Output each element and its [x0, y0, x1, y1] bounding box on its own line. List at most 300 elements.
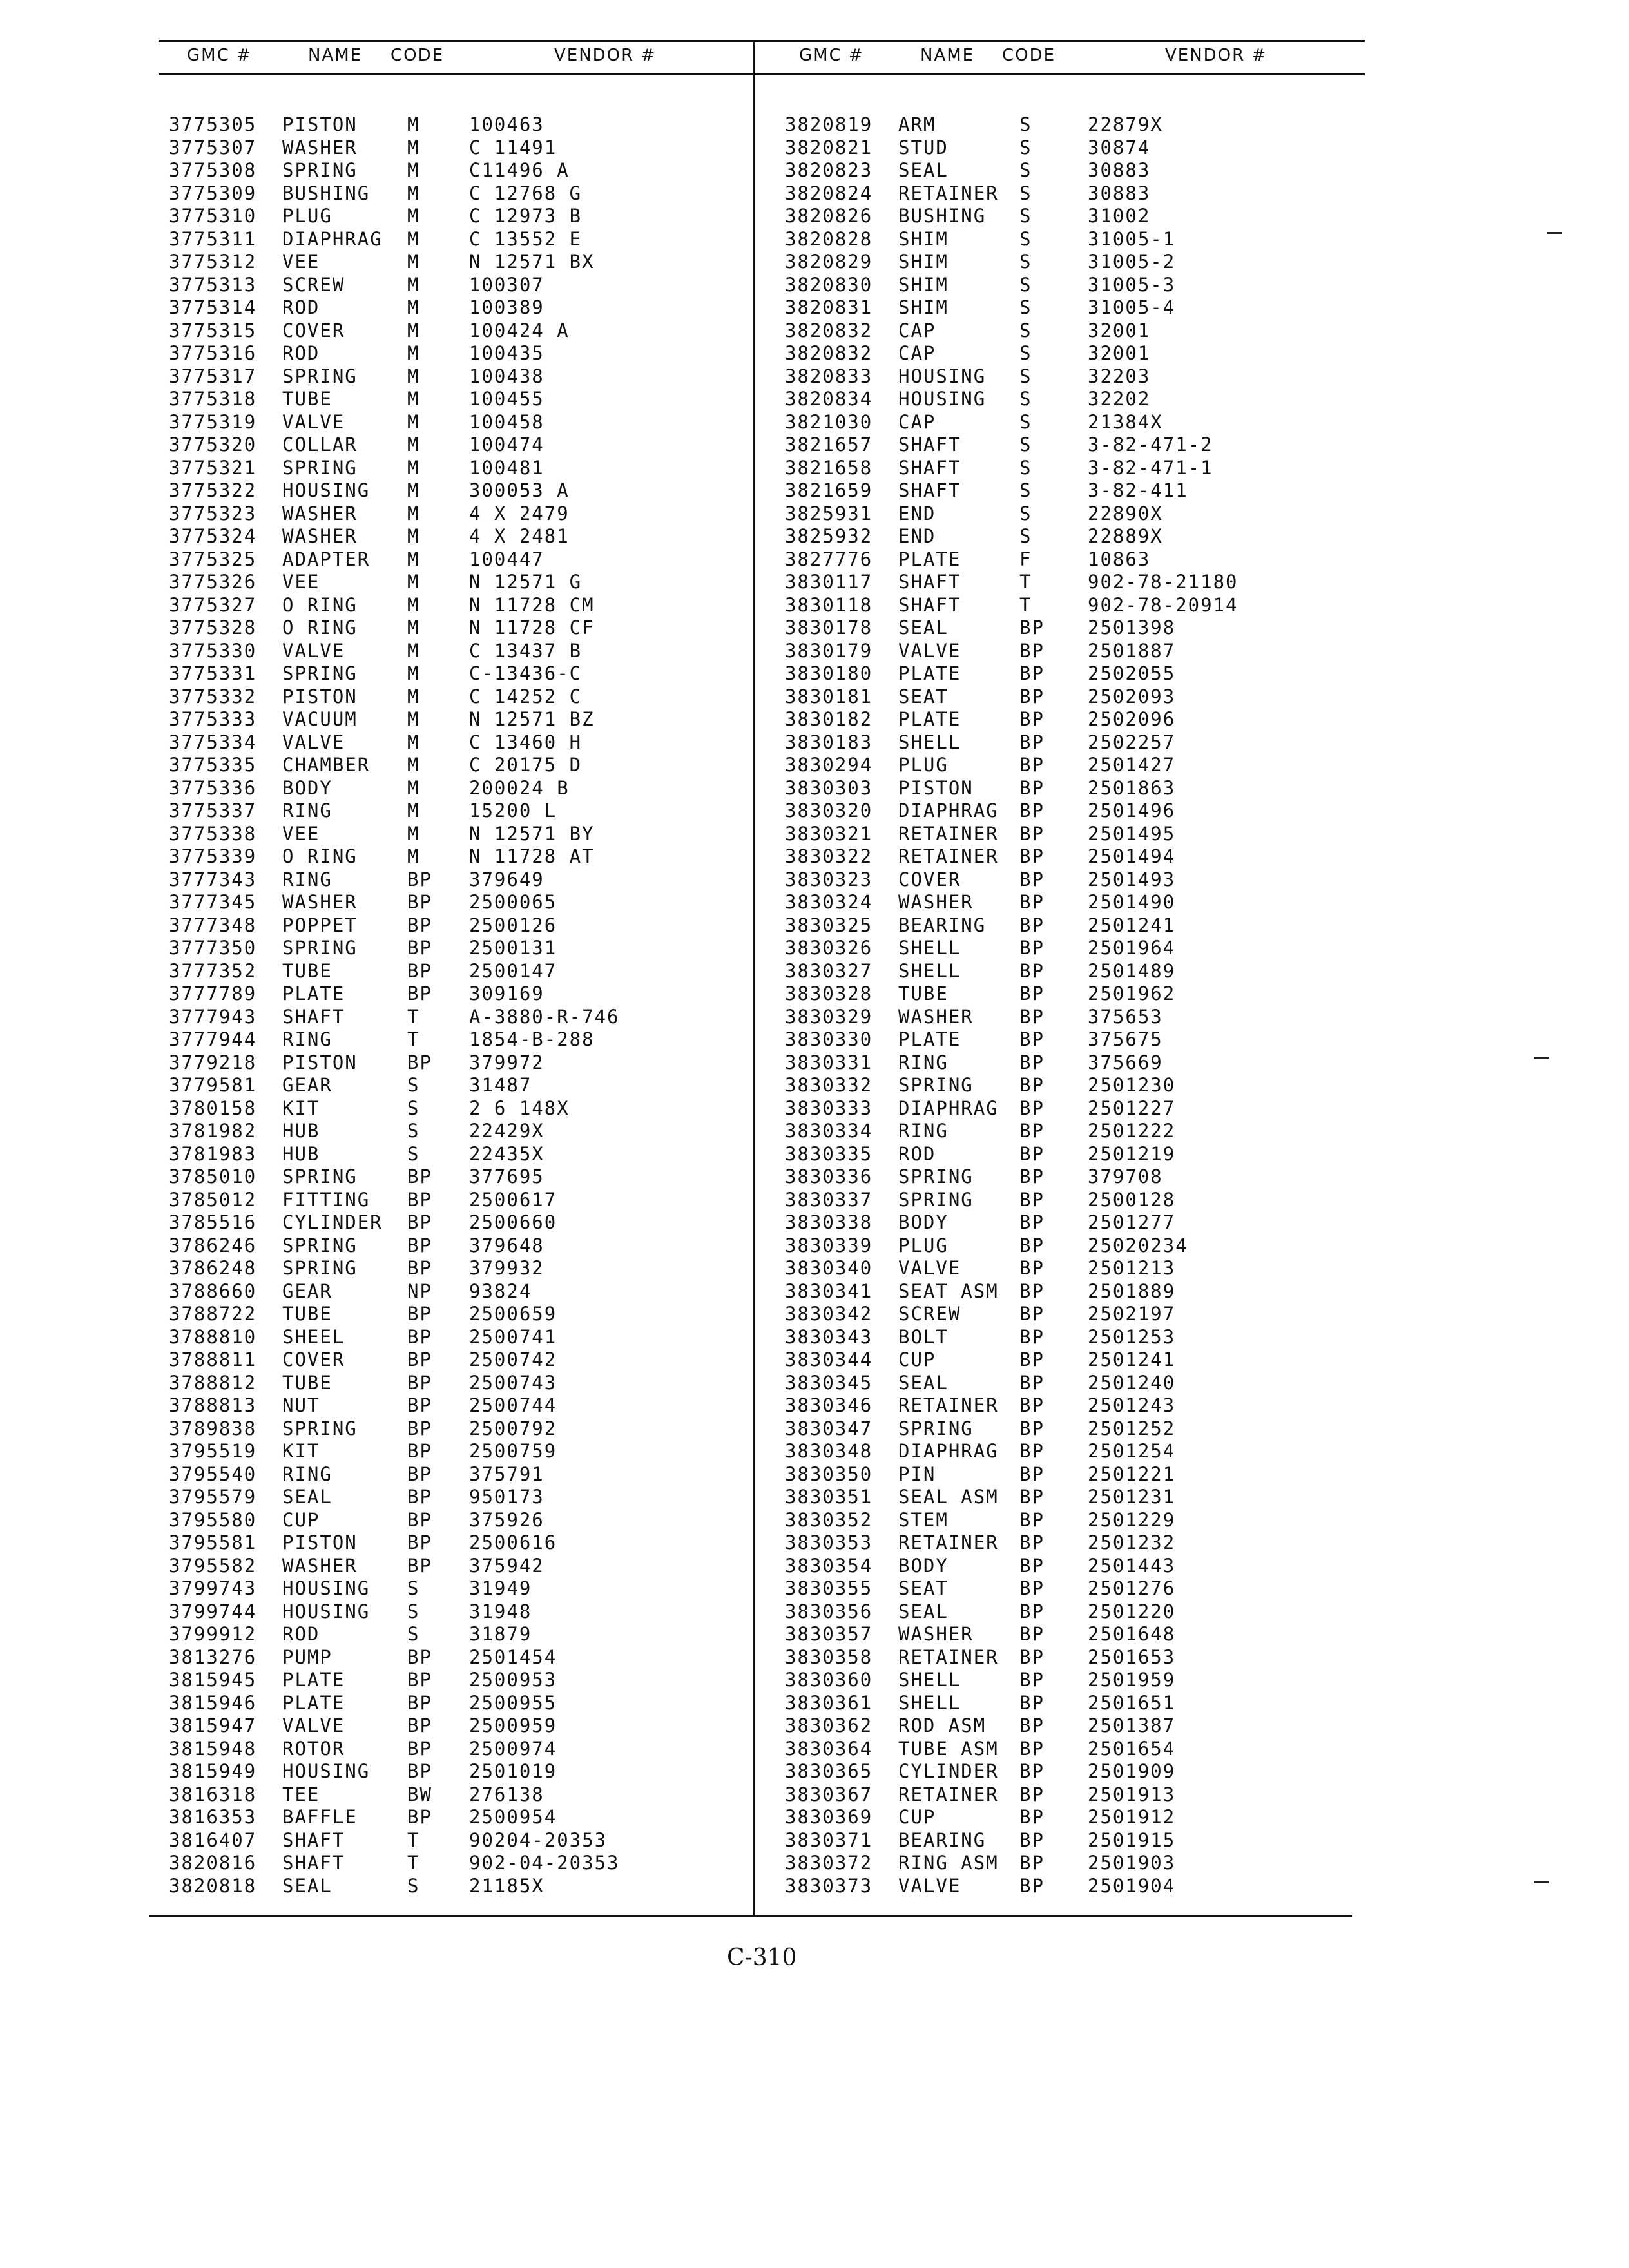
table-row: [785, 411, 1365, 434]
table-row: [785, 662, 1365, 686]
table-row: [785, 1028, 1365, 1052]
vendor-code: S: [1019, 319, 1032, 341]
gmc-number: 3830352: [785, 1508, 873, 1531]
vendor-code: BP: [1019, 1051, 1045, 1073]
table-row: [169, 1669, 749, 1692]
table-row: [169, 342, 749, 365]
vendor-number: 100438: [469, 365, 545, 387]
table-row: [785, 1166, 1365, 1189]
vendor-code: M: [407, 456, 420, 479]
vendor-code: S: [1019, 479, 1032, 501]
part-name: TUBE: [282, 388, 333, 410]
gmc-number: 3830178: [785, 617, 873, 639]
vendor-number: 2500659: [469, 1303, 557, 1325]
table-row: [169, 754, 749, 777]
vendor-code: BP: [1019, 1806, 1045, 1828]
vendor-number: 2502257: [1088, 731, 1176, 753]
vendor-number: 2501909: [1088, 1760, 1176, 1782]
vendor-code: S: [407, 1120, 420, 1142]
gmc-number: 3775334: [169, 731, 257, 753]
header-code-right: CODE: [1002, 46, 1056, 65]
part-name: ROD ASM: [898, 1715, 987, 1736]
vendor-number: 375669: [1088, 1051, 1163, 1073]
vendor-code: BP: [1019, 1349, 1045, 1370]
vendor-code: BP: [1019, 1463, 1045, 1485]
gmc-number: 3830329: [785, 1005, 873, 1028]
vendor-number: 31948: [469, 1600, 532, 1622]
part-name: CAP: [898, 410, 936, 433]
vendor-number: 2501489: [1088, 959, 1176, 982]
vendor-number: 2500959: [469, 1715, 557, 1736]
table-row: [169, 937, 749, 960]
part-name: SHEEL: [282, 1325, 345, 1348]
vendor-code: BP: [407, 1806, 432, 1828]
part-name: HOUSING: [898, 388, 987, 410]
vendor-code: BP: [407, 1508, 432, 1531]
vendor-number: N 11728 CF: [469, 617, 595, 639]
part-name: SPRING: [282, 937, 358, 959]
vendor-number: 2501221: [1088, 1463, 1176, 1485]
part-name: VALVE: [898, 1874, 961, 1897]
part-name: DIAPHRAG: [898, 1097, 999, 1119]
table-row: [785, 1006, 1365, 1029]
gmc-number: 3830326: [785, 937, 873, 959]
table-row: [785, 548, 1365, 572]
part-name: POPPET: [282, 914, 358, 936]
table-row: [785, 457, 1365, 480]
table-row: [785, 1372, 1365, 1395]
part-name: SPRING: [282, 1166, 358, 1187]
vendor-number: 2502055: [1088, 662, 1176, 684]
table-row: [785, 1257, 1365, 1280]
part-name: RETAINER: [898, 845, 999, 867]
vendor-code: BP: [1019, 685, 1045, 707]
vendor-number: 2500974: [469, 1737, 557, 1760]
part-name: HOUSING: [282, 1577, 371, 1599]
part-name: BUSHING: [282, 182, 371, 204]
part-name: ROD: [282, 296, 320, 318]
part-name: PLATE: [898, 662, 961, 684]
vendor-code: M: [407, 182, 420, 204]
part-name: COVER: [898, 868, 961, 890]
gmc-number: 3775307: [169, 136, 257, 159]
gmc-number: 3830347: [785, 1417, 873, 1439]
part-name: BEARING: [898, 1829, 987, 1851]
vendor-code: BP: [1019, 1874, 1045, 1897]
table-row: [169, 274, 749, 297]
table-row: [785, 159, 1365, 182]
vendor-number: N 12571 G: [469, 571, 583, 593]
table-row: [169, 1028, 749, 1052]
gmc-number: 3821657: [785, 434, 873, 456]
gmc-number: 3795519: [169, 1440, 257, 1462]
vendor-number: 2501230: [1088, 1074, 1176, 1096]
vendor-code: M: [407, 113, 420, 135]
vendor-code: T: [407, 1852, 420, 1874]
gmc-number: 3775309: [169, 182, 257, 204]
vendor-code: M: [407, 593, 420, 616]
vendor-number: C-13436-C: [469, 662, 583, 684]
table-row: [169, 1143, 749, 1166]
gmc-number: 3777348: [169, 914, 257, 936]
vendor-code: S: [1019, 113, 1032, 135]
table-row: [169, 1692, 749, 1715]
part-name: SPRING: [898, 1188, 974, 1211]
part-name: ADAPTER: [282, 548, 371, 570]
gmc-number: 3830118: [785, 593, 873, 616]
vendor-code: T: [407, 1829, 420, 1851]
vendor-code: BP: [1019, 1646, 1045, 1668]
gmc-number: 3830365: [785, 1760, 873, 1782]
vendor-code: F: [1019, 548, 1032, 570]
table-row: [785, 228, 1365, 251]
margin-mark: [1547, 232, 1562, 234]
gmc-number: 3775312: [169, 251, 257, 273]
vendor-number: 2501494: [1088, 845, 1176, 867]
table-row: [169, 1783, 749, 1807]
gmc-number: 3785012: [169, 1188, 257, 1211]
vendor-code: M: [407, 662, 420, 684]
table-row: [785, 640, 1365, 663]
table-row: [169, 296, 749, 320]
gmc-number: 3830342: [785, 1303, 873, 1325]
vendor-number: 2500660: [469, 1211, 557, 1233]
vendor-number: 2501962: [1088, 983, 1176, 1004]
vendor-code: BP: [1019, 1394, 1045, 1416]
vendor-number: 31879: [469, 1623, 532, 1645]
table-row: [785, 1394, 1365, 1418]
vendor-number: 2501915: [1088, 1829, 1176, 1851]
table-row: [169, 1280, 749, 1303]
gmc-number: 3830182: [785, 708, 873, 730]
vendor-code: BP: [1019, 1829, 1045, 1851]
gmc-number: 3830331: [785, 1051, 873, 1073]
part-name: SHAFT: [898, 593, 961, 616]
gmc-number: 3775308: [169, 159, 257, 181]
table-row: [785, 1074, 1365, 1097]
vendor-number: 2501276: [1088, 1577, 1176, 1599]
table-row: [785, 320, 1365, 343]
vendor-code: BP: [1019, 1142, 1045, 1165]
vendor-code: M: [407, 822, 420, 845]
vendor-code: S: [1019, 502, 1032, 524]
vendor-number: 1854-B-288: [469, 1028, 595, 1050]
left-parts-list: [169, 113, 749, 1898]
gmc-number: 3830361: [785, 1691, 873, 1714]
vendor-code: BP: [1019, 868, 1045, 890]
vendor-number: 2501443: [1088, 1554, 1176, 1577]
part-name: COVER: [282, 1349, 345, 1370]
gmc-number: 3775332: [169, 685, 257, 707]
vendor-number: 30883: [1088, 159, 1151, 181]
vendor-code: S: [1019, 251, 1032, 273]
gmc-number: 3830372: [785, 1852, 873, 1874]
margin-mark: [1534, 1057, 1549, 1059]
part-name: SPRING: [282, 1234, 358, 1256]
table-row: [169, 388, 749, 411]
gmc-number: 3830357: [785, 1623, 873, 1645]
gmc-number: 3830327: [785, 959, 873, 982]
vendor-number: 32001: [1088, 342, 1151, 364]
gmc-number: 3786248: [169, 1257, 257, 1279]
vendor-code: S: [1019, 342, 1032, 364]
part-name: RETAINER: [898, 1646, 999, 1668]
part-name: SPRING: [282, 159, 358, 181]
vendor-code: M: [407, 685, 420, 707]
vendor-code: BP: [407, 1486, 432, 1508]
table-row: [169, 777, 749, 800]
table-row: [785, 800, 1365, 823]
gmc-number: 3830362: [785, 1715, 873, 1736]
vendor-code: BP: [407, 1394, 432, 1416]
table-row: [169, 320, 749, 343]
table-row: [785, 1463, 1365, 1486]
part-name: SHELL: [898, 1669, 961, 1691]
table-row: [785, 503, 1365, 526]
part-name: RING: [282, 1028, 333, 1050]
gmc-number: 3780158: [169, 1097, 257, 1119]
table-row: [169, 1646, 749, 1669]
table-row: [785, 137, 1365, 160]
vendor-code: BP: [1019, 1028, 1045, 1050]
vendor-number: 375926: [469, 1508, 545, 1531]
gmc-number: 3775315: [169, 319, 257, 341]
part-name: RETAINER: [898, 822, 999, 845]
vendor-code: BP: [1019, 1166, 1045, 1187]
table-row: [785, 983, 1365, 1006]
header-name-right: NAME: [920, 46, 975, 65]
part-name: CUP: [898, 1349, 936, 1370]
vendor-code: S: [407, 1074, 420, 1096]
gmc-number: 3830337: [785, 1188, 873, 1211]
table-row: [785, 1120, 1365, 1143]
part-name: VACUUM: [282, 708, 358, 730]
vendor-number: 2501913: [1088, 1783, 1176, 1805]
vendor-code: BP: [1019, 1280, 1045, 1302]
part-name: SHIM: [898, 227, 949, 250]
part-name: END: [898, 525, 936, 547]
vendor-number: 3-82-411: [1088, 479, 1188, 501]
gmc-number: 3775305: [169, 113, 257, 135]
vendor-number: 2501912: [1088, 1806, 1176, 1828]
gmc-number: 3820826: [785, 205, 873, 227]
vendor-code: T: [407, 1028, 420, 1050]
vendor-number: 2501231: [1088, 1486, 1176, 1508]
gmc-number: 3830344: [785, 1349, 873, 1370]
part-name: SHELL: [898, 731, 961, 753]
table-row: [785, 823, 1365, 846]
table-row: [169, 205, 749, 228]
vendor-code: BP: [1019, 1440, 1045, 1462]
vendor-code: M: [407, 525, 420, 547]
vendor-code: M: [407, 708, 420, 730]
gmc-number: 3830351: [785, 1486, 873, 1508]
vendor-number: 2501220: [1088, 1600, 1176, 1622]
gmc-number: 3830179: [785, 639, 873, 662]
part-name: SHIM: [898, 251, 949, 273]
vendor-number: 2500955: [469, 1691, 557, 1714]
vendor-code: M: [407, 800, 420, 822]
gmc-number: 3788812: [169, 1371, 257, 1394]
vendor-number: 25020234: [1088, 1234, 1188, 1256]
vendor-number: 2500065: [469, 891, 557, 913]
gmc-number: 3830339: [785, 1234, 873, 1256]
gmc-number: 3820831: [785, 296, 873, 318]
vendor-number: 2501222: [1088, 1120, 1176, 1142]
vendor-code: BP: [407, 1371, 432, 1394]
vendor-code: BP: [1019, 1417, 1045, 1439]
vendor-number: 2501493: [1088, 868, 1176, 890]
table-row: [169, 1509, 749, 1532]
vendor-code: S: [407, 1097, 420, 1119]
vendor-number: 100455: [469, 388, 545, 410]
table-row: [785, 388, 1365, 411]
vendor-number: 309169: [469, 983, 545, 1004]
part-name: CAP: [898, 342, 936, 364]
table-row: [169, 1829, 749, 1852]
vendor-code: BP: [1019, 1623, 1045, 1645]
part-name: COVER: [282, 319, 345, 341]
part-name: SEAL: [282, 1874, 333, 1897]
vendor-number: 2502093: [1088, 685, 1176, 707]
gmc-number: 3830373: [785, 1874, 873, 1897]
table-row: [785, 296, 1365, 320]
gmc-number: 3830350: [785, 1463, 873, 1485]
vendor-number: 21384X: [1088, 410, 1163, 433]
vendor-number: 2501653: [1088, 1646, 1176, 1668]
part-name: SHAFT: [282, 1005, 345, 1028]
vendor-number: 2500744: [469, 1394, 557, 1416]
header-gmc-right: GMC #: [799, 46, 864, 65]
table-row: [169, 1623, 749, 1646]
table-row: [785, 434, 1365, 457]
vendor-code: BP: [407, 937, 432, 959]
table-row: [785, 1669, 1365, 1692]
vendor-number: 2501887: [1088, 639, 1176, 662]
part-name: VALVE: [898, 1257, 961, 1279]
part-name: O RING: [282, 617, 358, 639]
vendor-number: 300053 A: [469, 479, 570, 501]
part-name: PLUG: [898, 1234, 949, 1256]
vendor-number: 379708: [1088, 1166, 1163, 1187]
vendor-code: BP: [407, 1646, 432, 1668]
vendor-code: M: [407, 296, 420, 318]
vendor-code: BP: [407, 868, 432, 890]
part-name: TEE: [282, 1783, 320, 1805]
part-name: CYLINDER: [282, 1211, 383, 1233]
part-name: HOUSING: [898, 365, 987, 387]
gmc-number: 3777352: [169, 959, 257, 982]
vendor-code: BP: [407, 1669, 432, 1691]
vendor-code: S: [1019, 525, 1032, 547]
vendor-number: 22429X: [469, 1120, 545, 1142]
table-row: [169, 411, 749, 434]
table-row: [785, 1875, 1365, 1898]
vendor-number: 100481: [469, 456, 545, 479]
vendor-code: BP: [407, 1417, 432, 1439]
part-name: RING: [282, 800, 333, 822]
table-row: [785, 1097, 1365, 1120]
part-name: SHIM: [898, 273, 949, 296]
part-name: VALVE: [898, 639, 961, 662]
vendor-number: 375653: [1088, 1005, 1163, 1028]
vendor-code: S: [1019, 227, 1032, 250]
part-name: PLATE: [898, 1028, 961, 1050]
part-name: SHIM: [898, 296, 949, 318]
vendor-number: 2501387: [1088, 1715, 1176, 1736]
part-name: SEAL: [898, 159, 949, 181]
vendor-number: 2501427: [1088, 754, 1176, 776]
gmc-number: 3830323: [785, 868, 873, 890]
gmc-number: 3830348: [785, 1440, 873, 1462]
part-name: SHAFT: [898, 434, 961, 456]
part-name: RING: [282, 868, 333, 890]
gmc-number: 3830355: [785, 1577, 873, 1599]
table-row: [169, 1006, 749, 1029]
part-name: DIAPHRAG: [282, 227, 383, 250]
table-row: [785, 1738, 1365, 1761]
part-name: END: [898, 502, 936, 524]
vendor-number: C 13460 H: [469, 731, 583, 753]
vendor-number: 2501240: [1088, 1371, 1176, 1394]
part-name: SPRING: [898, 1166, 974, 1187]
gmc-number: 3830360: [785, 1669, 873, 1691]
vendor-code: BP: [1019, 1120, 1045, 1142]
vendor-code: BP: [1019, 1783, 1045, 1805]
table-row: [169, 159, 749, 182]
vendor-code: BP: [407, 891, 432, 913]
vendor-number: 21185X: [469, 1874, 545, 1897]
page-number: C-310: [727, 1945, 797, 1971]
vendor-number: 31005-3: [1088, 273, 1176, 296]
vendor-code: BP: [1019, 822, 1045, 845]
gmc-number: 3786246: [169, 1234, 257, 1256]
vendor-number: 375791: [469, 1463, 545, 1485]
vendor-number: 902-78-21180: [1088, 571, 1239, 593]
gmc-number: 3779218: [169, 1051, 257, 1073]
part-name: HOUSING: [282, 1600, 371, 1622]
vendor-code: S: [407, 1623, 420, 1645]
part-name: VEE: [282, 571, 320, 593]
vendor-number: 2501241: [1088, 1349, 1176, 1370]
vendor-number: 2501243: [1088, 1394, 1176, 1416]
vendor-number: 2500128: [1088, 1188, 1176, 1211]
table-row: [785, 1418, 1365, 1441]
vendor-number: 2500741: [469, 1325, 557, 1348]
table-row: [785, 1052, 1365, 1075]
vendor-code: BP: [1019, 776, 1045, 799]
part-name: WASHER: [898, 1005, 974, 1028]
vendor-code: BP: [407, 1760, 432, 1782]
table-row: [785, 1143, 1365, 1166]
part-name: RETAINER: [898, 1532, 999, 1553]
part-name: HOUSING: [282, 1760, 371, 1782]
part-name: O RING: [282, 845, 358, 867]
table-row: [169, 228, 749, 251]
vendor-number: 100389: [469, 296, 545, 318]
table-row: [169, 640, 749, 663]
table-row: [785, 686, 1365, 709]
part-name: VEE: [282, 251, 320, 273]
part-name: SPRING: [898, 1417, 974, 1439]
vendor-number: 2501241: [1088, 914, 1176, 936]
vendor-number: C 14252 C: [469, 685, 583, 707]
gmc-number: 3775330: [169, 639, 257, 662]
part-name: WASHER: [282, 1554, 358, 1577]
table-row: [169, 1715, 749, 1738]
part-name: SPRING: [282, 1417, 358, 1439]
table-row: [169, 1852, 749, 1875]
